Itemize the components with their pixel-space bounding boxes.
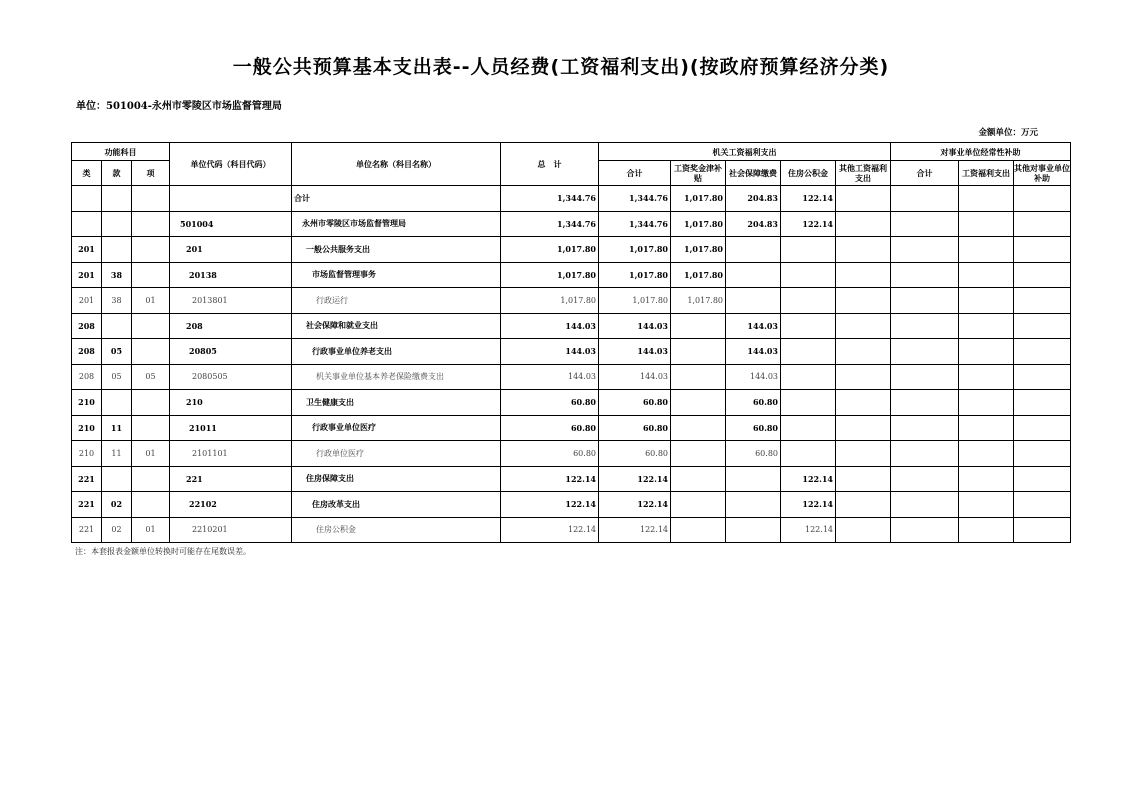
cell-code: 2080505 xyxy=(170,364,292,390)
cell-xiang: 01 xyxy=(132,441,170,467)
cell-organ-social: 204.83 xyxy=(726,186,781,212)
cell-organ-total: 122.14 xyxy=(599,492,671,518)
cell-inst-salary xyxy=(959,492,1014,518)
cell-organ-social: 144.03 xyxy=(726,364,781,390)
cell-organ-social: 144.03 xyxy=(726,339,781,365)
cell-organ-total: 144.03 xyxy=(599,313,671,339)
cell-organ-salary xyxy=(671,313,726,339)
cell-organ-total: 144.03 xyxy=(599,339,671,365)
cell-organ-social: 60.80 xyxy=(726,415,781,441)
table-body xyxy=(72,186,1071,543)
cell-code: 22102 xyxy=(170,492,292,518)
cell-inst-other xyxy=(1014,186,1071,212)
cell-total: 1,344.76 xyxy=(501,211,599,237)
cell-inst-total xyxy=(891,186,959,212)
table-row xyxy=(72,313,1071,339)
cell-organ-salary: 1,017.80 xyxy=(671,262,726,288)
cell-organ-housing: 122.14 xyxy=(781,466,836,492)
cell-organ-total: 1,344.76 xyxy=(599,211,671,237)
cell-organ-total: 60.80 xyxy=(599,415,671,441)
cell-xiang xyxy=(132,390,170,416)
header-inst-other: 其他对事业单位补助 xyxy=(1014,161,1071,186)
header-inst-total: 合计 xyxy=(891,161,959,186)
cell-total: 122.14 xyxy=(501,466,599,492)
header-organ-other: 其他工资福利支出 xyxy=(836,161,891,186)
cell-organ-social xyxy=(726,288,781,314)
cell-lei: 221 xyxy=(72,492,102,518)
cell-total: 60.80 xyxy=(501,441,599,467)
cell-organ-other xyxy=(836,262,891,288)
header-organ-salary: 工资奖金津补贴 xyxy=(671,161,726,186)
cell-organ-social xyxy=(726,466,781,492)
cell-organ-housing xyxy=(781,441,836,467)
cell-organ-housing xyxy=(781,288,836,314)
header-unit-name: 单位名称（科目名称） xyxy=(292,143,501,186)
cell-code: 210 xyxy=(170,390,292,416)
cell-lei xyxy=(72,186,102,212)
cell-code: 20805 xyxy=(170,339,292,365)
cell-organ-salary xyxy=(671,492,726,518)
cell-inst-other xyxy=(1014,288,1071,314)
cell-code: 2013801 xyxy=(170,288,292,314)
cell-inst-salary xyxy=(959,288,1014,314)
cell-inst-total xyxy=(891,364,959,390)
cell-kuan: 11 xyxy=(102,415,132,441)
cell-inst-total xyxy=(891,313,959,339)
header-func-subject: 功能科目 xyxy=(72,143,170,161)
table-row xyxy=(72,415,1071,441)
cell-inst-salary xyxy=(959,390,1014,416)
cell-code: 221 xyxy=(170,466,292,492)
cell-code: 2210201 xyxy=(170,517,292,543)
cell-lei: 201 xyxy=(72,237,102,263)
cell-organ-social xyxy=(726,237,781,263)
cell-name: 机关事业单位基本养老保险缴费支出 xyxy=(292,364,501,390)
cell-code xyxy=(170,186,292,212)
cell-total: 144.03 xyxy=(501,364,599,390)
cell-inst-other xyxy=(1014,339,1071,365)
cell-organ-salary xyxy=(671,339,726,365)
cell-kuan: 11 xyxy=(102,441,132,467)
cell-xiang xyxy=(132,492,170,518)
cell-organ-other xyxy=(836,186,891,212)
header-organ-total: 合计 xyxy=(599,161,671,186)
cell-kuan: 38 xyxy=(102,288,132,314)
cell-inst-other xyxy=(1014,517,1071,543)
cell-organ-total: 122.14 xyxy=(599,466,671,492)
header-organ-housing: 住房公积金 xyxy=(781,161,836,186)
report-title: 一般公共预算基本支出表--人员经费(工资福利支出)(按政府预算经济分类) xyxy=(232,56,890,78)
cell-inst-salary xyxy=(959,364,1014,390)
cell-organ-other xyxy=(836,211,891,237)
cell-total: 1,017.80 xyxy=(501,288,599,314)
cell-organ-salary: 1,017.80 xyxy=(671,237,726,263)
cell-lei: 210 xyxy=(72,415,102,441)
cell-organ-other xyxy=(836,313,891,339)
cell-organ-social xyxy=(726,262,781,288)
cell-inst-other xyxy=(1014,415,1071,441)
header-organ-group: 机关工资福利支出 xyxy=(599,143,891,161)
cell-organ-housing xyxy=(781,313,836,339)
header-lei: 类 xyxy=(72,161,102,186)
cell-total: 60.80 xyxy=(501,415,599,441)
cell-inst-total xyxy=(891,262,959,288)
cell-kuan: 02 xyxy=(102,517,132,543)
cell-code: 501004 xyxy=(170,211,292,237)
cell-inst-salary xyxy=(959,211,1014,237)
cell-kuan: 05 xyxy=(102,364,132,390)
cell-kuan xyxy=(102,466,132,492)
cell-organ-salary: 1,017.80 xyxy=(671,186,726,212)
cell-xiang: 01 xyxy=(132,517,170,543)
cell-inst-other xyxy=(1014,390,1071,416)
cell-organ-housing xyxy=(781,364,836,390)
cell-inst-salary xyxy=(959,466,1014,492)
cell-inst-salary xyxy=(959,313,1014,339)
cell-organ-social: 144.03 xyxy=(726,313,781,339)
cell-name: 永州市零陵区市场监督管理局 xyxy=(292,211,501,237)
cell-xiang xyxy=(132,313,170,339)
cell-organ-salary xyxy=(671,466,726,492)
cell-lei: 221 xyxy=(72,517,102,543)
table-row xyxy=(72,211,1071,237)
cell-kuan: 02 xyxy=(102,492,132,518)
cell-xiang xyxy=(132,186,170,212)
cell-inst-total xyxy=(891,441,959,467)
cell-organ-other xyxy=(836,364,891,390)
cell-xiang xyxy=(132,339,170,365)
cell-xiang xyxy=(132,262,170,288)
cell-organ-housing: 122.14 xyxy=(781,492,836,518)
cell-total: 60.80 xyxy=(501,390,599,416)
cell-organ-social xyxy=(726,492,781,518)
cell-inst-total xyxy=(891,466,959,492)
cell-organ-other xyxy=(836,415,891,441)
cell-name: 行政事业单位养老支出 xyxy=(292,339,501,365)
cell-organ-housing: 122.14 xyxy=(781,186,836,212)
cell-name: 住房公积金 xyxy=(292,517,501,543)
cell-xiang xyxy=(132,237,170,263)
cell-organ-other xyxy=(836,237,891,263)
cell-organ-total: 60.80 xyxy=(599,441,671,467)
cell-total: 1,344.76 xyxy=(501,186,599,212)
cell-inst-total xyxy=(891,492,959,518)
cell-organ-total: 1,017.80 xyxy=(599,288,671,314)
cell-name: 行政运行 xyxy=(292,288,501,314)
cell-inst-total xyxy=(891,390,959,416)
unit-label: 单位：501004-永州市零陵区市场监督管理局 xyxy=(76,101,282,112)
header-kuan: 款 xyxy=(102,161,132,186)
cell-total: 1,017.80 xyxy=(501,262,599,288)
cell-inst-salary xyxy=(959,441,1014,467)
table-row xyxy=(72,237,1071,263)
table-row xyxy=(72,364,1071,390)
cell-xiang: 05 xyxy=(132,364,170,390)
cell-name: 住房改革支出 xyxy=(292,492,501,518)
cell-kuan xyxy=(102,390,132,416)
cell-inst-other xyxy=(1014,262,1071,288)
cell-inst-other xyxy=(1014,466,1071,492)
cell-lei xyxy=(72,211,102,237)
cell-inst-other xyxy=(1014,211,1071,237)
table-row xyxy=(72,466,1071,492)
cell-lei: 210 xyxy=(72,441,102,467)
cell-kuan xyxy=(102,186,132,212)
cell-kuan xyxy=(102,211,132,237)
cell-code: 20138 xyxy=(170,262,292,288)
cell-organ-social: 204.83 xyxy=(726,211,781,237)
cell-inst-salary xyxy=(959,186,1014,212)
table-row xyxy=(72,517,1071,543)
cell-organ-housing xyxy=(781,237,836,263)
cell-organ-salary xyxy=(671,364,726,390)
cell-organ-salary xyxy=(671,415,726,441)
cell-lei: 208 xyxy=(72,364,102,390)
cell-lei: 221 xyxy=(72,466,102,492)
cell-inst-salary xyxy=(959,339,1014,365)
cell-kuan xyxy=(102,237,132,263)
cell-organ-social: 60.80 xyxy=(726,390,781,416)
cell-organ-total: 60.80 xyxy=(599,390,671,416)
cell-lei: 201 xyxy=(72,262,102,288)
header-unit-code: 单位代码（科目代码） xyxy=(170,143,292,186)
cell-kuan: 05 xyxy=(102,339,132,365)
cell-organ-housing xyxy=(781,339,836,365)
table-row xyxy=(72,186,1071,212)
cell-lei: 208 xyxy=(72,313,102,339)
cell-organ-total: 1,017.80 xyxy=(599,237,671,263)
cell-code: 21011 xyxy=(170,415,292,441)
header-inst-salary: 工资福利支出 xyxy=(959,161,1014,186)
header-organ-social: 社会保障缴费 xyxy=(726,161,781,186)
cell-organ-salary: 1,017.80 xyxy=(671,288,726,314)
cell-inst-other xyxy=(1014,313,1071,339)
cell-name: 市场监督管理事务 xyxy=(292,262,501,288)
cell-name: 社会保障和就业支出 xyxy=(292,313,501,339)
cell-organ-social xyxy=(726,517,781,543)
cell-inst-total xyxy=(891,415,959,441)
cell-inst-salary xyxy=(959,415,1014,441)
cell-inst-other xyxy=(1014,492,1071,518)
table-header xyxy=(72,143,1071,186)
table-row xyxy=(72,262,1071,288)
cell-name: 卫生健康支出 xyxy=(292,390,501,416)
budget-table xyxy=(71,142,1071,543)
cell-organ-salary xyxy=(671,441,726,467)
cell-organ-other xyxy=(836,492,891,518)
table-row xyxy=(72,390,1071,416)
cell-organ-salary: 1,017.80 xyxy=(671,211,726,237)
table-row xyxy=(72,288,1071,314)
cell-name: 行政单位医疗 xyxy=(292,441,501,467)
cell-organ-housing xyxy=(781,415,836,441)
header-inst-group: 对事业单位经常性补助 xyxy=(891,143,1071,161)
amount-unit-label: 金额单位：万元 xyxy=(978,128,1038,138)
cell-inst-total xyxy=(891,288,959,314)
cell-organ-total: 1,344.76 xyxy=(599,186,671,212)
cell-name: 行政事业单位医疗 xyxy=(292,415,501,441)
cell-organ-total: 144.03 xyxy=(599,364,671,390)
cell-total: 144.03 xyxy=(501,339,599,365)
cell-kuan xyxy=(102,313,132,339)
cell-organ-total: 1,017.80 xyxy=(599,262,671,288)
table-row xyxy=(72,492,1071,518)
cell-organ-social: 60.80 xyxy=(726,441,781,467)
cell-inst-other xyxy=(1014,441,1071,467)
cell-name: 一般公共服务支出 xyxy=(292,237,501,263)
table-row xyxy=(72,339,1071,365)
cell-inst-salary xyxy=(959,517,1014,543)
cell-organ-housing xyxy=(781,262,836,288)
cell-inst-other xyxy=(1014,237,1071,263)
cell-organ-housing xyxy=(781,390,836,416)
cell-xiang xyxy=(132,466,170,492)
cell-lei: 210 xyxy=(72,390,102,416)
cell-organ-other xyxy=(836,517,891,543)
cell-organ-other xyxy=(836,441,891,467)
cell-xiang xyxy=(132,211,170,237)
cell-inst-total xyxy=(891,517,959,543)
cell-organ-salary xyxy=(671,390,726,416)
cell-inst-total xyxy=(891,211,959,237)
cell-code: 2101101 xyxy=(170,441,292,467)
header-xiang: 项 xyxy=(132,161,170,186)
cell-inst-total xyxy=(891,339,959,365)
cell-name: 住房保障支出 xyxy=(292,466,501,492)
cell-total: 1,017.80 xyxy=(501,237,599,263)
cell-lei: 201 xyxy=(72,288,102,314)
cell-organ-other xyxy=(836,339,891,365)
cell-organ-other xyxy=(836,390,891,416)
cell-xiang xyxy=(132,415,170,441)
cell-organ-other xyxy=(836,288,891,314)
cell-xiang: 01 xyxy=(132,288,170,314)
header-total: 总 计 xyxy=(501,143,599,186)
cell-inst-other xyxy=(1014,364,1071,390)
cell-code: 208 xyxy=(170,313,292,339)
footnote: 注：本套报表金额单位转换时可能存在尾数误差。 xyxy=(75,547,251,556)
cell-organ-salary xyxy=(671,517,726,543)
cell-total: 122.14 xyxy=(501,517,599,543)
cell-organ-housing: 122.14 xyxy=(781,517,836,543)
cell-kuan: 38 xyxy=(102,262,132,288)
cell-total: 122.14 xyxy=(501,492,599,518)
cell-code: 201 xyxy=(170,237,292,263)
cell-organ-total: 122.14 xyxy=(599,517,671,543)
table-row xyxy=(72,441,1071,467)
cell-name: 合计 xyxy=(292,186,501,212)
cell-organ-housing: 122.14 xyxy=(781,211,836,237)
cell-inst-salary xyxy=(959,237,1014,263)
cell-inst-total xyxy=(891,237,959,263)
cell-organ-other xyxy=(836,466,891,492)
cell-inst-salary xyxy=(959,262,1014,288)
cell-lei: 208 xyxy=(72,339,102,365)
cell-total: 144.03 xyxy=(501,313,599,339)
